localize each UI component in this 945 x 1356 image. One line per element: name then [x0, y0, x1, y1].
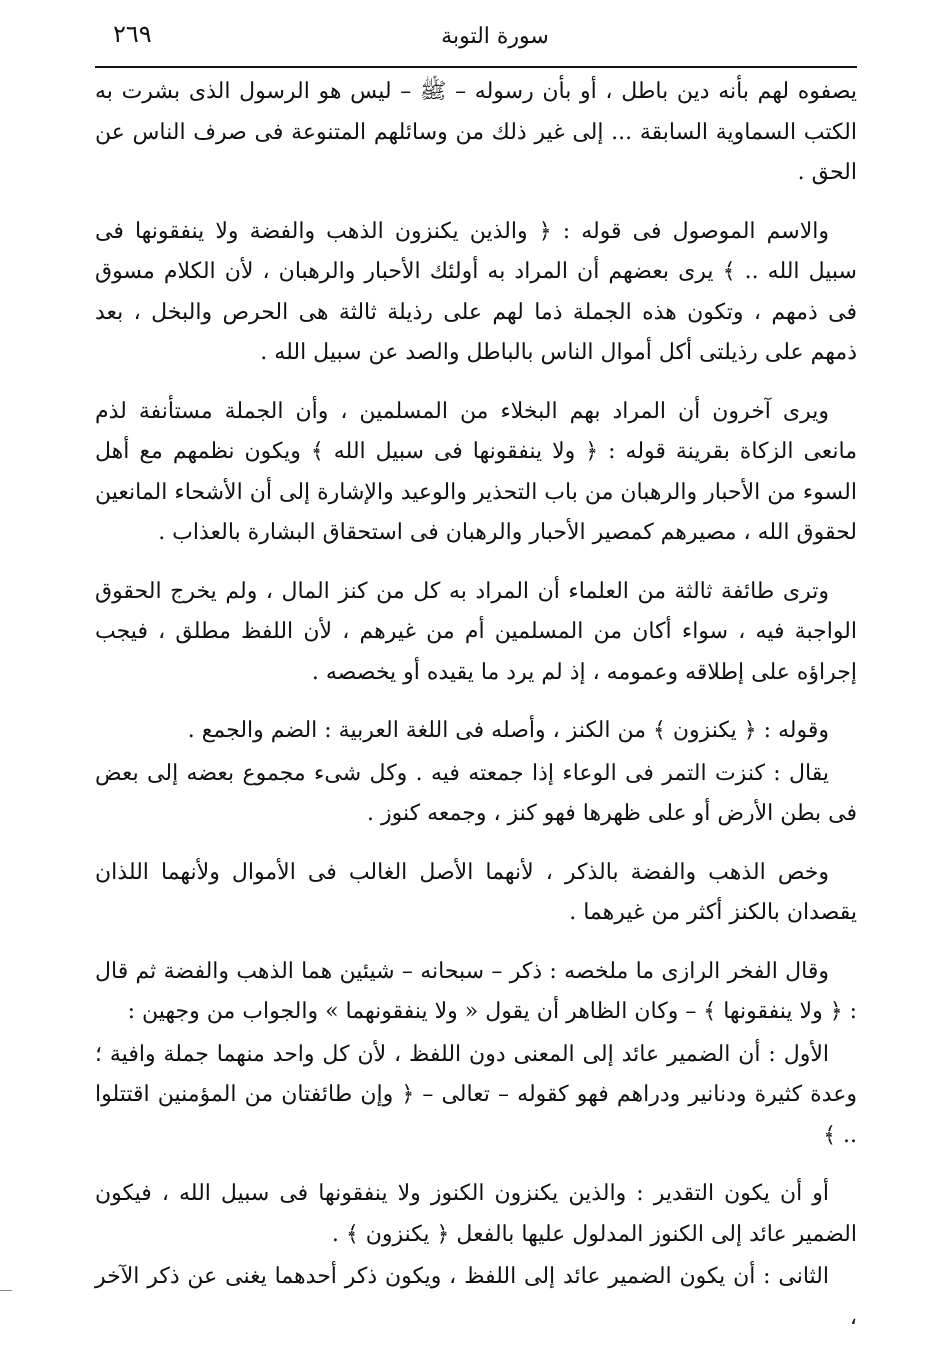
paragraph: وترى طائفة ثالثة من العلماء أن المراد به كل من كنز المال ، ولم يخرج الحقوق الواجبة فيه ، سواء أكان من المسلمين أم من غيرهم ، لأن اللفظ مطلق ، فيجب إجراؤه على إطلاقه وعمومه ، إذ لم يرد ما يقيده أو يخصصه . [95, 578, 857, 685]
paragraph: ويرى آخرون أن المراد بهم البخلاء من المسلمين ، وأن الجملة مستأنفة لذم مانعى الزكاة بقرينة قوله : ﴿ ولا ينفقونها فى سبيل الله ﴾ ويكون نظمهم مع أهل السوء من الأحبار والرهبان من باب التحذير والوعيد والإشارة إلى أن الأشحاء المانعين لحقوق الله ، مصيرهم كمصير الأحبار والرهبان فى استحقاق البشارة بالعذاب . [95, 398, 857, 545]
header-rule [95, 66, 857, 68]
paragraph: يصفوه لهم بأنه دين باطل ، أو بأن رسوله – ﷺ – ليس هو الرسول الذى بشرت به الكتب السماوية السابقة ... إلى غير ذلك من وسائلهم المتنوعة فى صرف الناس عن الحق . [95, 79, 857, 185]
paragraph: وقال الفخر الرازى ما ملخصه : ذكر – سبحانه – شيئين هما الذهب والفضة ثم قال : ﴿ ولا ينفقونها ﴾ – وكان الظاهر أن يقول « ولا ينفقونهما » والجواب من وجهين : [95, 958, 857, 1024]
paragraph: وخص الذهب والفضة بالذكر ، لأنهما الأصل الغالب فى الأموال ولأنهما اللذان يقصدان بالكنز أكثر من غيرهما . [95, 859, 857, 925]
running-title: سورة التوبة [441, 24, 549, 49]
paragraph: يقال : كنزت التمر فى الوعاء إذا جمعته فيه . وكل شىء مجموع بعضه إلى بعض فى بطن الأرض أو على ظهرها فهو كنز ، وجمعه كنوز . [95, 760, 857, 826]
body-text [95, 72, 857, 1356]
paragraph: والاسم الموصول فى قوله : ﴿ والذين يكنزون الذهب والفضة ولا ينفقونها فى سبيل الله .. ﴾ يرى بعضهم أن المراد به أولئك الأحبار والرهبان ، لأن الكلام مسوق فى ذمهم ، وتكون هذه الجملة ذما لهم على رذيلة ثالثة هى الحرص والبخل ، بعد ذمهم على رذيلتى أكل أموال الناس بالباطل والصد عن سبيل الله . [95, 218, 857, 365]
page-header [95, 18, 857, 64]
paragraph: أو أن يكون التقدير : والذين يكنزون الكنوز ولا ينفقونها فى سبيل الله ، فيكون الضمير عائد إلى الكنوز المدلول عليها بالفعل ﴿ يكنزون ﴾ . [95, 1181, 857, 1247]
paragraph: الأول : أن الضمير عائد إلى المعنى دون اللفظ ، لأن كل واحد منهما جملة وافية ؛ وعدة كثيرة ودنانير ودراهم فهو كقوله – تعالى – ﴿ وإن طائفتان من المؤمنين اقتتلوا .. ﴾ [95, 1041, 857, 1148]
scan-edge-mark [0, 1290, 12, 1291]
paragraph: الثانى : أن يكون الضمير عائد إلى اللفظ ، ويكون ذكر أحدهما يغنى عن ذكر الآخر ، [95, 1264, 857, 1330]
paragraph: وقوله : ﴿ يكنزون ﴾ من الكنز ، وأصله فى اللغة العربية : الضم والجمع . [187, 718, 829, 743]
page-number: ٢٦٩ [113, 20, 152, 48]
